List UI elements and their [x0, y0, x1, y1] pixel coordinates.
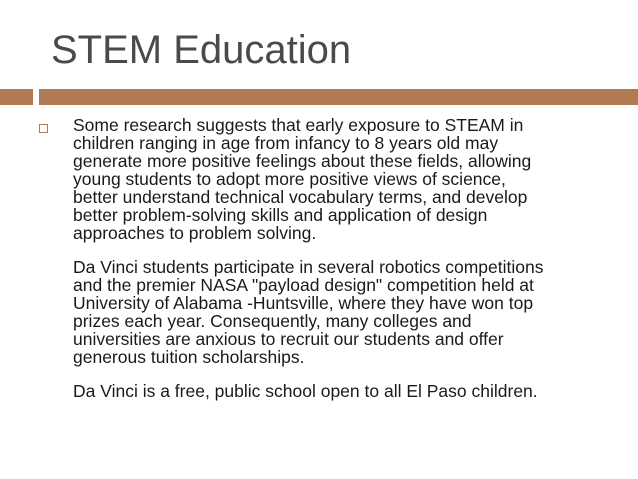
slide-title: STEM Education: [51, 28, 352, 72]
text-line: universities are anxious to recruit our students and offer: [73, 329, 504, 349]
paragraph-3: [73, 382, 633, 400]
title-underline-right: [39, 89, 638, 105]
text-line: and the premier NASA "payload design" competition held at: [73, 275, 534, 295]
title-underline-left: [0, 89, 33, 105]
text-line: children ranging in age from infancy to 8 years old may: [73, 133, 499, 153]
text-line: better problem-solving skills and application of design: [73, 205, 488, 225]
text-line: University of Alabama -Huntsville, where they have won top: [73, 293, 534, 313]
text-line: young students to adopt more positive views of science,: [73, 169, 506, 189]
text-line: generate more positive feelings about these fields, allowing: [73, 151, 532, 171]
square-bullet-icon: [39, 124, 48, 133]
text-line: Da Vinci students participate in several robotics competitions: [73, 257, 544, 277]
text-line: Da Vinci is a free, public school open to all El Paso children.: [73, 381, 538, 401]
paragraph-1: [73, 116, 633, 242]
text-line: better understand technical vocabulary terms, and develop: [73, 187, 528, 207]
paragraph-2: [73, 258, 633, 366]
paragraph-gap: [73, 242, 633, 258]
text-line: Some research suggests that early exposure to STEAM in: [73, 115, 524, 135]
text-line: approaches to problem solving.: [73, 223, 317, 243]
text-line: prizes each year. Consequently, many colleges and: [73, 311, 472, 331]
text-line: generous tuition scholarships.: [73, 347, 305, 367]
slide-body: [73, 116, 633, 400]
paragraph-gap: [73, 366, 633, 382]
